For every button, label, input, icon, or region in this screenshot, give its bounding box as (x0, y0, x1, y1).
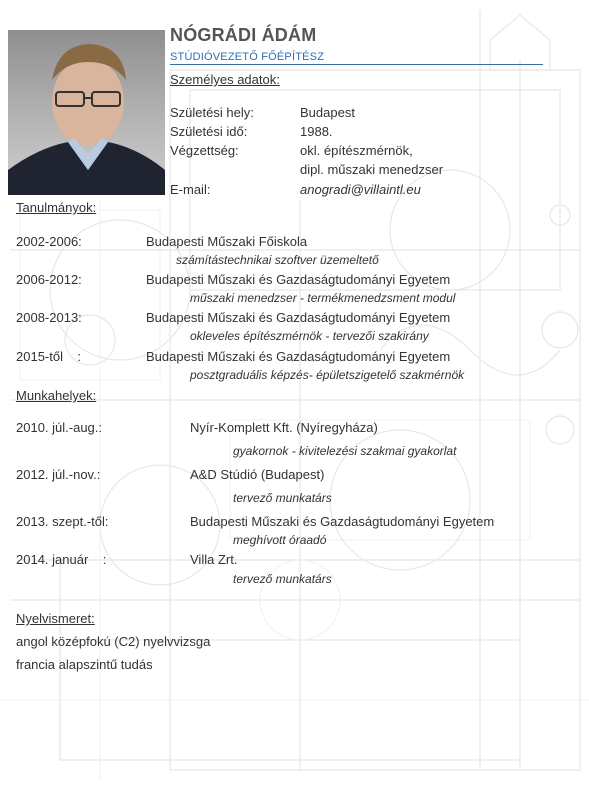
study-school: Budapesti Műszaki és Gazdaságtudományi Egyetem (146, 349, 451, 364)
study-school: Budapesti Műszaki Főiskola (146, 234, 308, 249)
personal-heading: Személyes adatok: (170, 72, 280, 87)
email-link[interactable]: anogradi@villaintl.eu (300, 182, 421, 197)
study-school: Budapesti Műszaki és Gazdaságtudományi Egyetem (146, 310, 451, 325)
study-period: 2015-től : (16, 349, 82, 364)
language-item: angol középfokú (C2) nyelvvizsga (16, 634, 211, 649)
person-silhouette-icon (8, 30, 165, 195)
study-detail: posztgraduális képzés- épületszigetelő szakmérnök (190, 368, 465, 382)
study-detail: okleveles építészmérnök - tervezői szakirány (190, 329, 429, 343)
person-name: NÓGRÁDI ÁDÁM (170, 25, 317, 45)
language-item: francia alapszintű tudás (16, 657, 153, 672)
job-title: STÚDIÓVEZETŐ FŐÉPÍTÉSZ (170, 51, 325, 63)
education-label: Végzettség: (170, 143, 239, 158)
job-role: tervező munkatárs (233, 572, 332, 586)
profile-photo (8, 30, 165, 195)
education-value-2: dipl. műszaki menedzser (300, 162, 444, 177)
jobs-heading: Munkahelyek: (16, 388, 97, 403)
job-period: 2010. júl.-aug.: (16, 420, 103, 435)
job-period: 2012. júl.-nov.: (16, 467, 101, 482)
birthyear-label: Születési idő: (170, 124, 248, 139)
birthplace-label: Születési hely: (170, 105, 254, 120)
study-detail: számítástechnikai szoftver üzemeltető (176, 253, 379, 267)
title-underline (170, 64, 543, 65)
study-school: Budapesti Műszaki és Gazdaságtudományi Egyetem (146, 272, 451, 287)
study-period: 2006-2012: (16, 272, 82, 287)
study-detail: műszaki menedzser - termékmenedzsment modul (190, 291, 456, 305)
study-period: 2008-2013: (16, 310, 82, 325)
job-period: 2013. szept.-től: (16, 514, 109, 529)
languages-heading: Nyelvismeret: (16, 611, 95, 626)
studies-heading: Tanulmányok: (16, 200, 97, 215)
birthplace-value: Budapest (300, 105, 355, 120)
job-employer: Villa Zrt. (190, 552, 238, 567)
education-value-1: okl. építészmérnök, (300, 143, 413, 158)
job-period: 2014. január : (16, 552, 107, 567)
birthyear-value: 1988. (300, 124, 333, 139)
email-label: E-mail: (170, 182, 211, 197)
job-employer: A&D Stúdió (Budapest) (190, 467, 325, 482)
study-period: 2002-2006: (16, 234, 82, 249)
job-role: tervező munkatárs (233, 491, 332, 505)
job-employer: Nyír-Komplett Kft. (Nyíregyháza) (190, 420, 378, 435)
job-role: meghívott óraadó (233, 533, 327, 547)
job-employer: Budapesti Műszaki és Gazdaságtudományi Egyetem (190, 514, 495, 529)
job-role: gyakornok - kivitelezési szakmai gyakorlat (233, 444, 457, 458)
